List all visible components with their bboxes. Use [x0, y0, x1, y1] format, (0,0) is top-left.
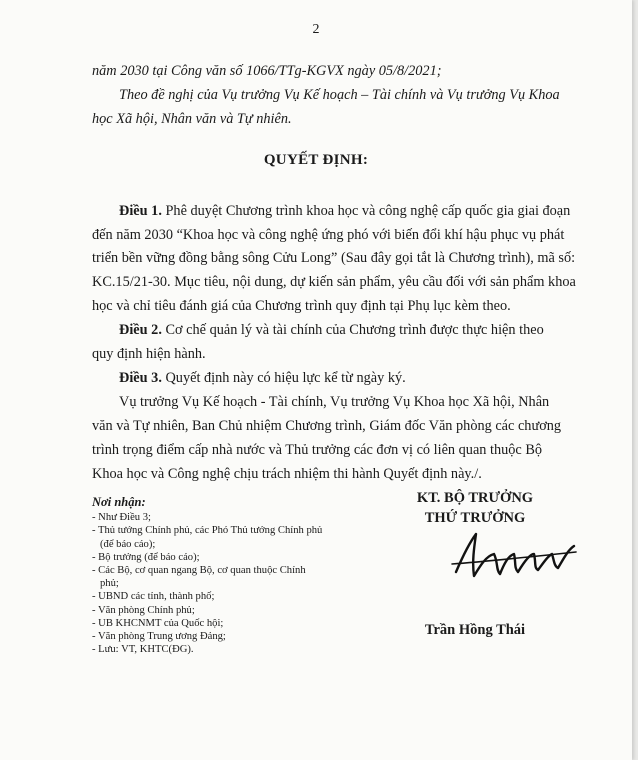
recipient-item: - Các Bộ, cơ quan ngang Bộ, cơ quan thuộc Chính — [92, 565, 306, 577]
signature-title: KT. BỘ TRƯỞNG — [416, 490, 534, 506]
article-2-text: Cơ chế quản lý và tài chính của Chương trình được thực hiện theo — [161, 322, 544, 338]
recipient-item: - Lưu: VT, KHTC(ĐG). — [92, 644, 194, 656]
handwritten-signature — [450, 528, 580, 586]
article-2-line: quy định hiện hành. — [92, 346, 206, 362]
article-3-label: Điều 3. — [119, 370, 162, 386]
recipient-item: - Văn phòng Chính phủ; — [92, 604, 195, 616]
closing-line: Khoa học và Công nghệ chịu trách nhiệm thi hành Quyết định này./. — [92, 466, 482, 482]
article-2-label: Điều 2. — [119, 322, 162, 338]
recipient-item: - Thủ tướng Chính phủ, các Phó Thủ tướng Chính phủ — [92, 525, 323, 537]
preamble-line: năm 2030 tại Công văn số 1066/TTg-KGVX ngày 05/8/2021; — [92, 63, 442, 79]
article-1-line: KC.15/21-30. Mục tiêu, nội dung, dự kiến sản phẩm, yêu cầu đối với sản phẩm khoa — [92, 274, 576, 290]
page-number: 2 — [312, 22, 320, 37]
recipient-item: - UB KHCNMT của Quốc hội; — [92, 617, 224, 629]
recipient-item: - Như Điều 3; — [92, 512, 151, 524]
decision-heading: QUYẾT ĐỊNH: — [263, 152, 369, 168]
closing-line: Vụ trưởng Vụ Kế hoạch - Tài chính, Vụ trưởng Vụ Khoa học Xã hội, Nhân — [119, 394, 550, 410]
recipients-title: Nơi nhận: — [92, 495, 146, 509]
recipient-item: (để báo cáo); — [100, 538, 156, 550]
recipient-item: - Văn phòng Trung ương Đảng; — [92, 631, 226, 643]
article-1-line: đến năm 2030 “Khoa học và công nghệ ứng phó với biến đổi khí hậu phục vụ phát — [92, 227, 565, 243]
article-1-line: triển bền vững đồng bằng sông Cửu Long” (Sau đây gọi tắt là Chương trình), mã số: — [92, 250, 576, 266]
article-1-text: Phê duyệt Chương trình khoa học và công nghệ cấp quốc gia giai đoạn — [161, 203, 571, 219]
preamble-line: Theo đề nghị của Vụ trưởng Vụ Kế hoạch – Tài chính và Vụ trưởng Vụ Khoa — [119, 87, 560, 103]
closing-line: văn và Tự nhiên, Ban Chủ nhiệm Chương trình, Giám đốc Văn phòng các chương — [92, 418, 562, 434]
article-1-line — [119, 203, 570, 220]
article-3-text: Quyết định này có hiệu lực kể từ ngày ký. — [161, 370, 406, 386]
article-2-line — [119, 322, 544, 339]
recipient-item: - Bộ trưởng (để báo cáo); — [92, 551, 200, 563]
signature-subtitle: THỨ TRƯỞNG — [424, 510, 526, 526]
recipients-block — [92, 496, 322, 656]
article-3-line — [119, 370, 406, 387]
closing-line: trình trọng điểm cấp nhà nước và Thủ trưởng các đơn vị có liên quan thuộc Bộ — [92, 442, 543, 458]
preamble-line: học Xã hội, Nhân văn và Tự nhiên. — [92, 111, 292, 127]
recipient-item: - UBND các tỉnh, thành phố; — [92, 591, 215, 603]
signer-name: Trần Hồng Thái — [424, 622, 526, 638]
article-1-line: học và chỉ tiêu đánh giá của Chương trình quy định tại Phụ lục kèm theo. — [92, 298, 511, 314]
recipient-item: phủ; — [100, 578, 119, 590]
article-1-label: Điều 1. — [119, 203, 162, 219]
